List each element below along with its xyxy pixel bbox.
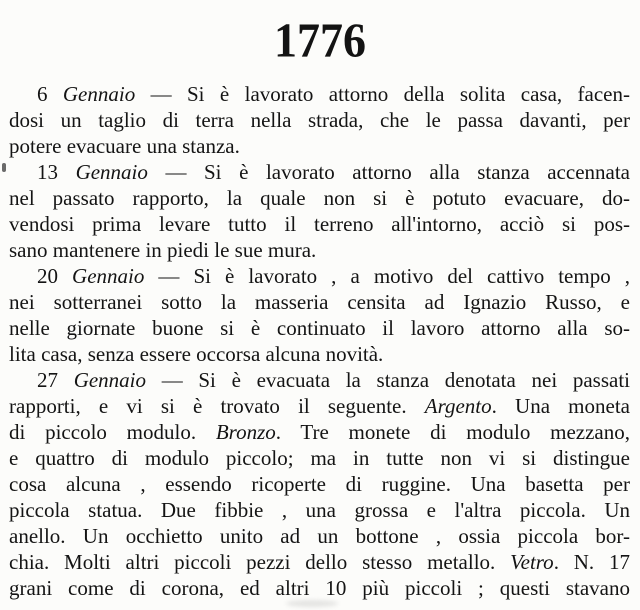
italic-text-segment: Vetro (510, 550, 554, 574)
text-line (9, 263, 630, 289)
text-segment: 6 (37, 82, 63, 106)
italic-text-segment: Gennaio (62, 82, 136, 106)
scan-speck-artifact (2, 163, 6, 172)
text-segment: sano mantenere in piedi le sue mura. (9, 238, 317, 262)
text-line (9, 523, 630, 549)
text-line (9, 393, 630, 419)
text-segment: dosi un taglio di terra nella strada, che le passa davanti, per (9, 108, 630, 132)
text-segment: nei sotterranei sotto la masseria censita ad Ignazio Russo, e (9, 290, 630, 314)
text-line (9, 81, 630, 107)
text-segment: — Si è lavorato , a motivo del cattivo tempo , (144, 264, 630, 288)
text-line (9, 419, 630, 445)
document-body (0, 60, 640, 601)
italic-text-segment: Bronzo (215, 420, 276, 444)
text-segment: di piccolo modulo. (9, 420, 216, 444)
text-segment: . N. 17 (553, 550, 630, 574)
text-segment: . Tre monete di modulo mezzano, (275, 420, 630, 444)
text-line (9, 133, 630, 159)
text-segment: 27 (37, 368, 74, 392)
text-segment: — Si è lavorato attorno alla stanza accennata (147, 160, 630, 184)
text-line (9, 445, 630, 471)
italic-text-segment: Gennaio (73, 368, 147, 392)
text-segment: vendosi prima levare tutto il terreno all'intorno, acciò si pos- (9, 212, 630, 236)
text-line (9, 549, 630, 575)
italic-text-segment: Gennaio (72, 264, 145, 288)
text-segment: nel passato rapporto, la quale non si è potuto evacuare, do- (9, 186, 630, 210)
page-title-year: 1776 (274, 13, 366, 68)
text-segment: chia. Molti altri piccoli pezzi dello stesso metallo. (9, 550, 511, 574)
text-line (9, 575, 630, 601)
text-segment: potere evacuare una stanza. (9, 134, 240, 158)
text-segment: e quattro di modulo piccolo; ma in tutte non vi si distingue (9, 446, 630, 470)
text-line (9, 185, 630, 211)
text-segment: — Si è evacuata la stanza denotata nei passati (146, 368, 630, 392)
text-segment: anello. Un occhietto unito ad un bottone , ossia piccola bor- (9, 524, 630, 548)
text-line (9, 211, 630, 237)
text-line (9, 289, 630, 315)
text-segment: nelle giornate buone si è continuato il lavoro attorno alla so- (9, 316, 630, 340)
text-segment: piccola statua. Due fibbie , una grossa e l'altra piccola. Un (9, 498, 630, 522)
text-segment: cosa alcuna , essendo ricoperte di ruggine. Una basetta per (9, 472, 630, 496)
text-line (9, 471, 630, 497)
text-segment: lita casa, senza essere occorsa alcuna novità. (9, 342, 384, 366)
italic-text-segment: Gennaio (75, 160, 148, 184)
text-line (9, 237, 630, 263)
text-line (9, 315, 630, 341)
text-segment: 13 (37, 160, 76, 184)
scan-smudge-artifact (286, 600, 338, 607)
text-line (9, 367, 630, 393)
text-segment: — Si è lavorato attorno della solita casa, facen- (135, 82, 630, 106)
text-segment: . Una moneta (491, 394, 630, 418)
text-line (9, 497, 630, 523)
text-line (9, 107, 630, 133)
text-segment: grani come di corona, ed altri 10 più piccoli ; questi stavano (9, 576, 630, 600)
italic-text-segment: Argento (424, 394, 492, 418)
text-line (9, 341, 630, 367)
text-segment: rapporti, e vi si è trovato il seguente. (9, 394, 425, 418)
text-segment: 20 (37, 264, 73, 288)
text-line (9, 159, 630, 185)
